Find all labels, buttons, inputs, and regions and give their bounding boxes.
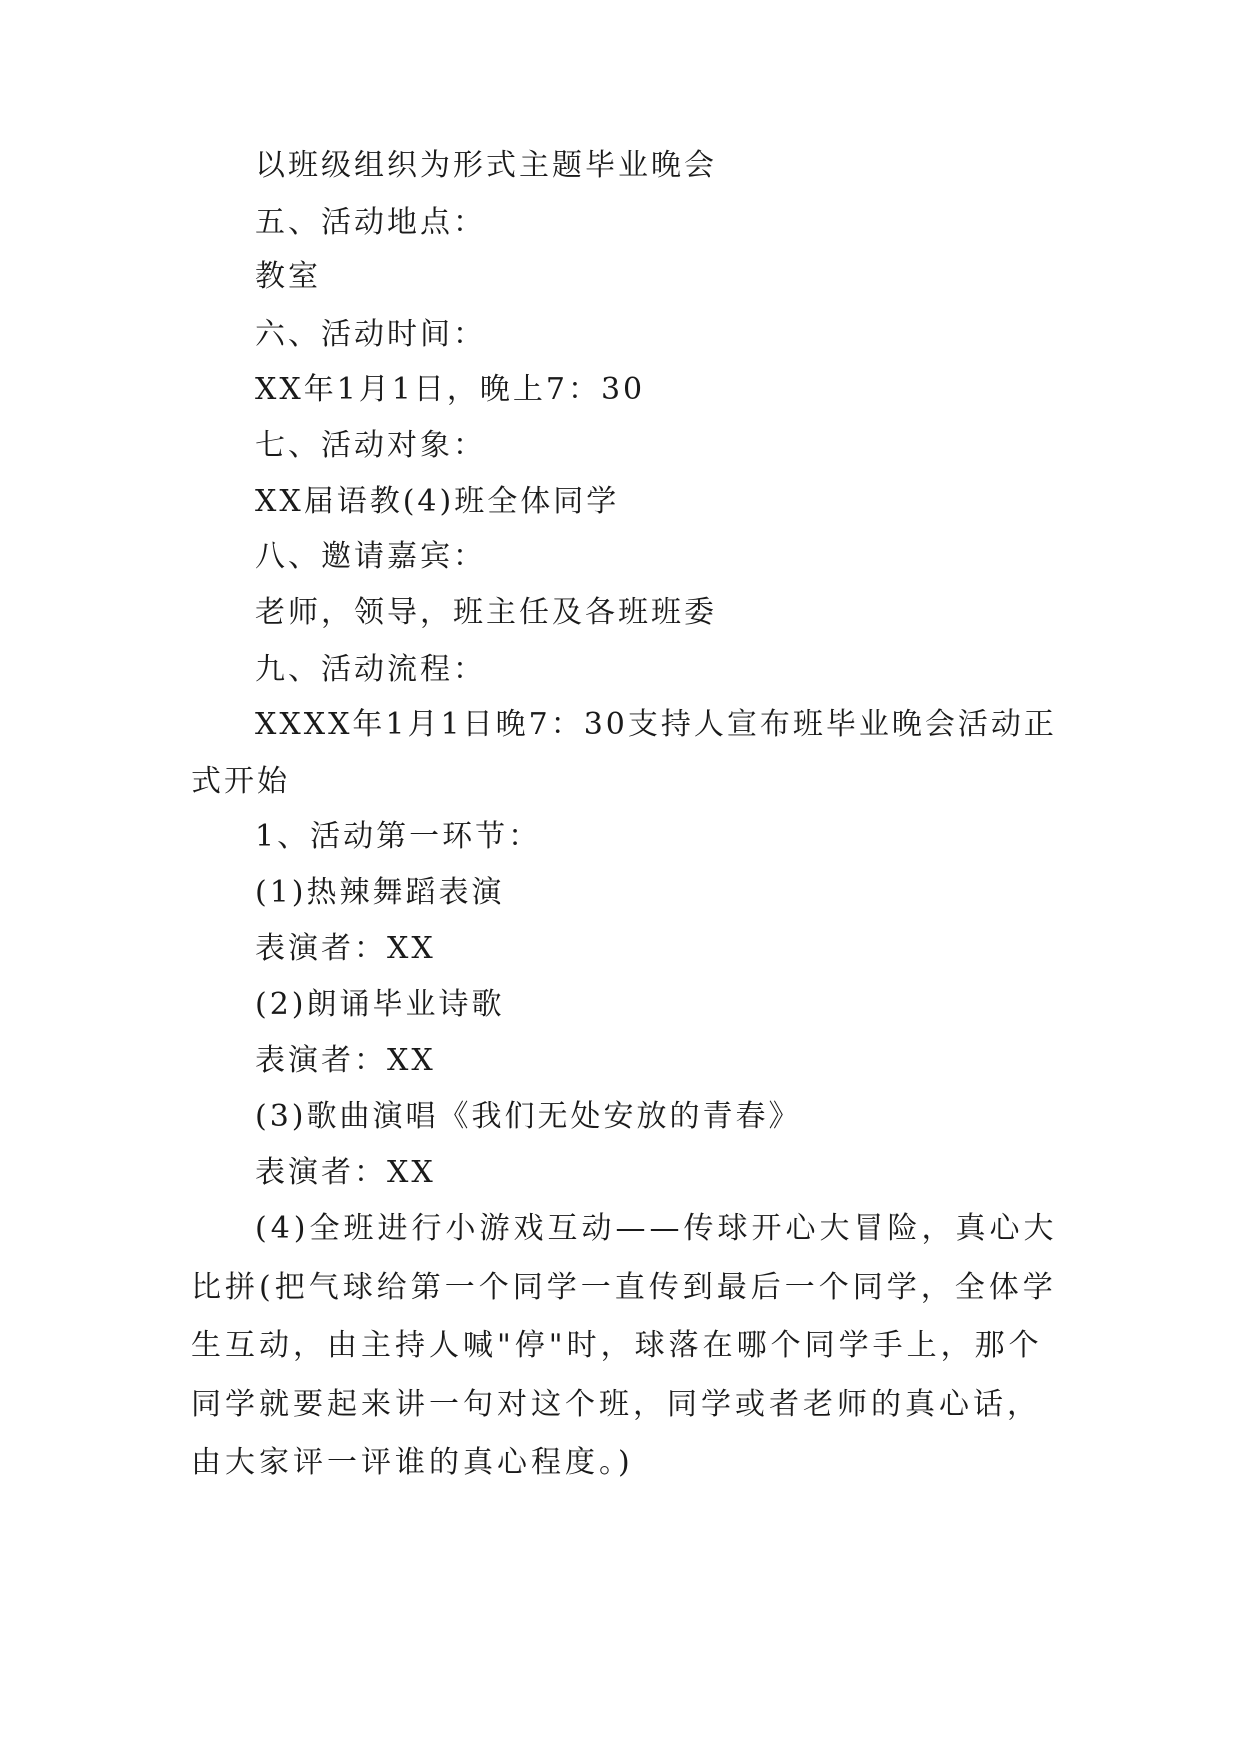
text-line-guests: 老师，领导，班主任及各班班委 (255, 595, 717, 630)
paragraph-game: (4)全班进行小游戏互动——传球开心大冒险，真心大比拼(把气球给第一个同学一直传到最后一个同学，全体学生互动，由主持人喊"停"时，球落在哪个同学手上，那个同学就要起来讲一句对这个班，同学或者老师的真心话，由大家评一评谁的真心程度。) (191, 1211, 1058, 1481)
list-item-dance: (1)热辣舞蹈表演 (255, 875, 505, 910)
heading-location: 五、活动地点： (255, 205, 486, 240)
list-item-song: (3)歌曲演唱《我们无处安放的青春》 (255, 1099, 802, 1134)
heading-flow: 九、活动流程： (255, 652, 486, 687)
text-line-flow-start-cont: 式开始 (191, 764, 290, 799)
heading-audience: 七、活动对象： (255, 428, 486, 463)
list-item-performer: 表演者：XX (255, 931, 436, 966)
heading-time: 六、活动时间： (255, 317, 486, 352)
text-line-format: 以班级组织为形式主题毕业晚会 (255, 148, 717, 183)
text-line-flow-start: XXXX年1月1日晚7：30支持人宣布班毕业晚会活动正 (255, 707, 1057, 742)
heading-guests: 八、邀请嘉宾： (255, 539, 486, 574)
list-item-performer: 表演者：XX (255, 1155, 436, 1190)
heading-section-1: 1、活动第一环节： (255, 819, 542, 854)
text-line-time: XX年1月1日，晚上7：30 (255, 372, 646, 407)
text-line-audience: XX届语教(4)班全体同学 (255, 484, 620, 519)
list-item-performer: 表演者：XX (255, 1043, 436, 1078)
text-line-location: 教室 (255, 259, 321, 294)
list-item-poem: (2)朗诵毕业诗歌 (255, 987, 505, 1022)
